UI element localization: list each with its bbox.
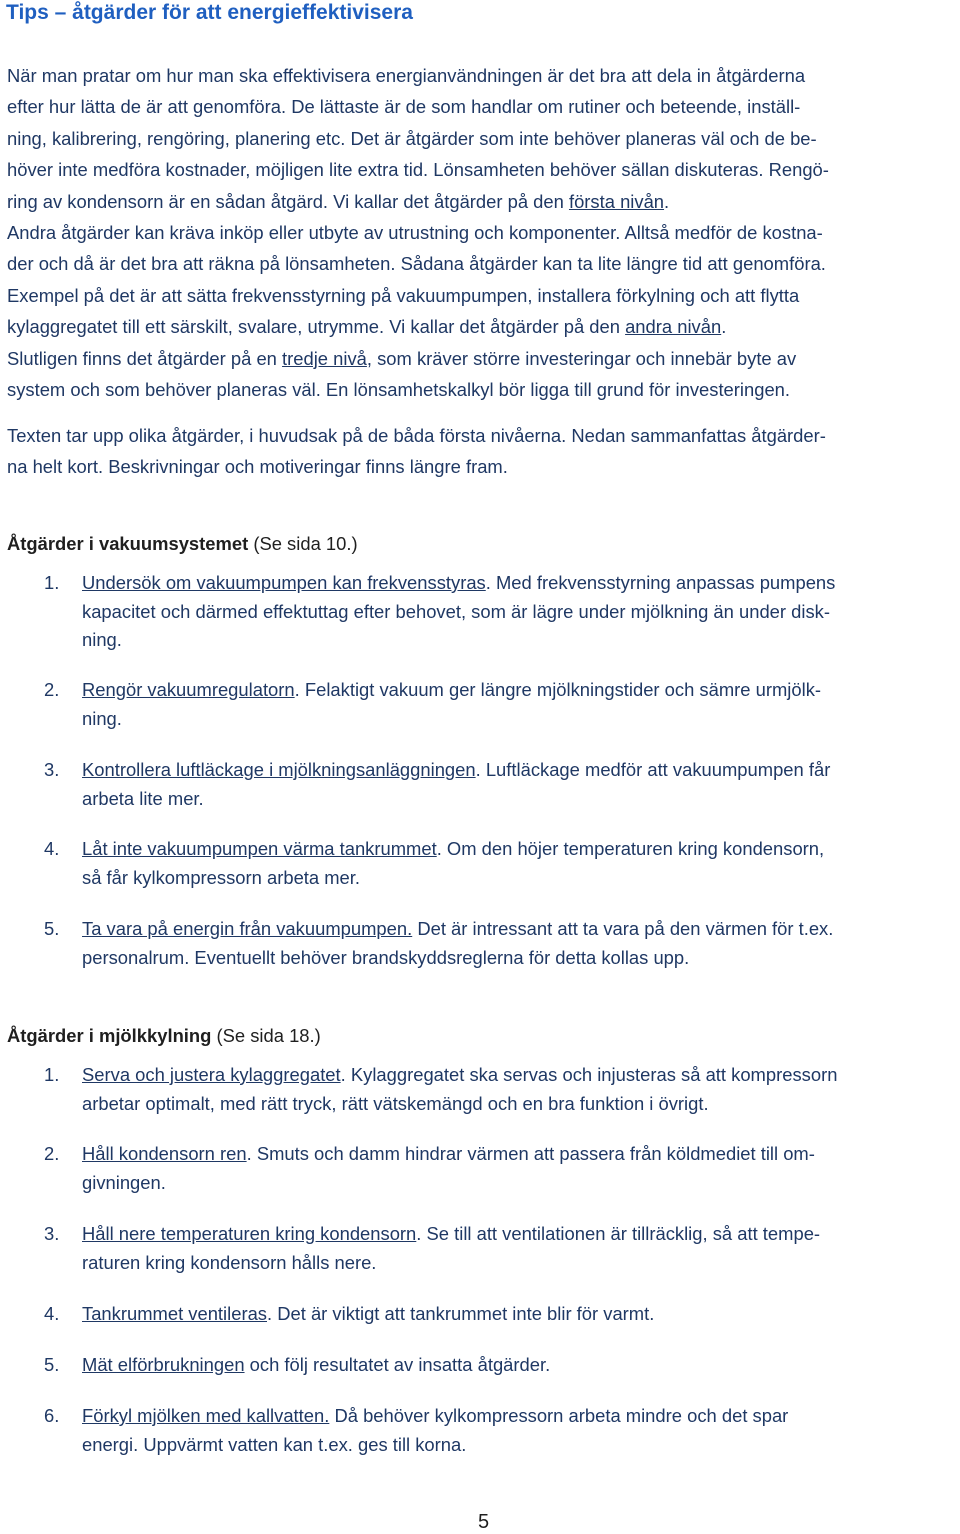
level-one-link: första nivån <box>568 190 665 212</box>
section-title-text: Åtgärder i vakuumsystemet <box>7 533 249 554</box>
list-item-desc: . Det är viktigt att tankrummet inte blir för varmt. <box>267 1303 655 1324</box>
intro-paragraph <box>7 60 955 405</box>
list-item-line: ning. <box>82 629 122 650</box>
list-item-line: så får kylkompressorn arbeta mer. <box>82 866 361 888</box>
list-item-desc: . Se till att ventilationen är tillräcklig, så att tempe- <box>416 1223 821 1244</box>
list-item-text <box>82 1220 957 1277</box>
list-item-line: arbeta lite mer. <box>82 787 204 809</box>
list-number: 1. <box>44 1064 60 1085</box>
intro-line: Andra åtgärder kan kräva inköp eller utbyte av utrustning och komponenter. Alltså medför de kostna- <box>7 222 823 244</box>
list-number: 3. <box>44 1223 60 1244</box>
intro-line: efter hur lätta de är att genomföra. De lättaste är de som handlar om rutiner och beteende, inställ- <box>7 96 801 118</box>
list-number: 4. <box>44 1303 60 1324</box>
list-item-desc: Då behöver kylkompressorn arbeta mindre och det spar <box>329 1405 789 1426</box>
summary-line: Texten tar upp olika åtgärder, i huvudsak på de båda första nivåerna. Nedan sammanfattas åtgärder- <box>7 425 826 446</box>
list-item-text <box>82 1140 957 1197</box>
list-item-text <box>82 756 957 813</box>
intro-text: , som kräver större investeringar och innebär byte av <box>366 347 797 369</box>
intro-text: . <box>664 190 670 212</box>
list-item-link: Håll nere temperaturen kring kondensorn <box>82 1223 417 1244</box>
page-number: 5 <box>478 1511 490 1533</box>
list-item-text <box>82 1061 957 1118</box>
list-item-link: Håll kondensorn ren <box>82 1143 247 1164</box>
level-two-link: andra nivån <box>625 316 722 338</box>
list-number: 2. <box>44 679 60 700</box>
list-item-link: Låt inte vakuumpumpen värma tankrummet <box>82 838 437 859</box>
list-item-link: Kontrollera luftläckage i mjölkningsanläggningen <box>82 759 476 780</box>
intro-text: . <box>721 316 727 338</box>
list-item-desc: . Med frekvensstyrning anpassas pumpens <box>485 572 836 593</box>
list-item-text <box>82 835 957 892</box>
intro-line: höver inte medföra kostnader, möjligen lite extra tid. Lönsamheten behöver sällan diskuteras. Rengö- <box>7 159 829 181</box>
list-number: 3. <box>44 759 60 780</box>
list-item-line: givningen. <box>82 1171 166 1193</box>
intro-line <box>7 186 955 217</box>
list-item-link: Mät elförbrukningen <box>82 1354 245 1375</box>
intro-line: När man pratar om hur man ska effektivisera energianvändningen är det bra att dela in åtgärderna <box>7 65 806 86</box>
intro-line: der och då är det bra att räkna på lönsamheten. Sådana åtgärder kan ta lite längre tid att genomföra. <box>7 253 826 275</box>
list-item-line: energi. Uppvärmt vatten kan t.ex. ges till korna. <box>82 1433 467 1455</box>
list-number: 4. <box>44 838 60 859</box>
intro-line <box>7 343 955 374</box>
list-item-text <box>82 1351 957 1380</box>
list-item-desc: . Felaktigt vakuum ger längre mjölkningstider och sämre urmjölk- <box>294 679 822 700</box>
list-item-desc: . Kylaggregatet ska servas och injusteras så att kompressorn <box>340 1064 838 1085</box>
list-number: 6. <box>44 1405 60 1426</box>
list-item-text <box>82 1300 957 1329</box>
list-item-link: Tankrummet ventileras <box>82 1303 267 1324</box>
list-item-link: Serva och justera kylaggregatet <box>82 1064 341 1085</box>
list-item-desc: . Om den höjer temperaturen kring kondensorn, <box>436 838 825 859</box>
list-item-link: Rengör vakuumregulatorn <box>82 679 295 700</box>
list-number: 5. <box>44 1354 60 1375</box>
list-item-text <box>82 569 957 655</box>
section-title-vacuum <box>7 530 358 558</box>
list-item-text <box>82 1402 957 1459</box>
list-item-link: Ta vara på energin från vakuumpumpen. <box>82 918 413 939</box>
list-number: 2. <box>44 1143 60 1164</box>
intro-text: ring av kondensorn är en sådan åtgärd. Vi kallar det åtgärder på den <box>7 190 569 212</box>
section-title-text: Åtgärder i mjölkkylning <box>7 1025 212 1046</box>
intro-text: Slutligen finns det åtgärder på en <box>7 347 283 369</box>
list-item-line: personalrum. Eventuellt behöver brandskyddsreglerna för detta kollas upp. <box>82 946 690 968</box>
section-title-milk-cooling <box>7 1022 321 1050</box>
list-item-desc: . Luftläckage medför att vakuumpumpen får <box>475 759 831 780</box>
summary-line: na helt kort. Beskrivningar och motiveringar finns längre fram. <box>7 456 508 478</box>
list-item-line: arbetar optimalt, med rätt tryck, rätt vätskemängd och en bra funktion i övrigt. <box>82 1092 709 1114</box>
intro-line: system och som behöver planeras väl. En lönsamhetskalkyl bör ligga till grund för investeringen. <box>7 379 791 401</box>
list-item-desc: . Smuts och damm hindrar värmen att passera från köldmediet till om- <box>246 1143 815 1164</box>
intro-text: kylaggregatet till ett särskilt, svalare, utrymme. Vi kallar det åtgärder på den <box>7 316 626 338</box>
page-title: Tips – åtgärder för att energieffektivisera <box>6 1 413 24</box>
list-item-text <box>82 676 957 733</box>
list-item-line: raturen kring kondensorn hålls nere. <box>82 1251 377 1273</box>
summary-paragraph <box>7 420 955 483</box>
list-item-link: Förkyl mjölken med kallvatten. <box>82 1405 330 1426</box>
list-number: 1. <box>44 572 60 593</box>
list-item-desc: och följ resultatet av insatta åtgärder. <box>244 1354 551 1375</box>
intro-line <box>7 311 955 342</box>
list-item-text <box>82 915 957 972</box>
list-item-line: kapacitet och därmed effektuttag efter behovet, som är lägre under mjölkning än under disk- <box>82 600 830 622</box>
intro-line: ning, kalibrering, rengöring, planering etc. Det är åtgärder som inte behöver planeras väl och de be- <box>7 127 817 149</box>
list-item-link: Undersök om vakuumpumpen kan frekvensstyras <box>82 572 486 593</box>
level-three-link: tredje nivå <box>282 347 367 369</box>
intro-line: Exempel på det är att sätta frekvensstyrning på vakuumpumpen, installera förkylning och att flytta <box>7 284 800 306</box>
list-number: 5. <box>44 918 60 939</box>
section-page-ref: (Se sida 10.) <box>248 533 358 554</box>
section-page-ref: (Se sida 18.) <box>211 1025 321 1046</box>
list-item-desc: Det är intressant att ta vara på den värmen för t.ex. <box>412 918 834 939</box>
list-item-line: ning. <box>82 707 122 729</box>
